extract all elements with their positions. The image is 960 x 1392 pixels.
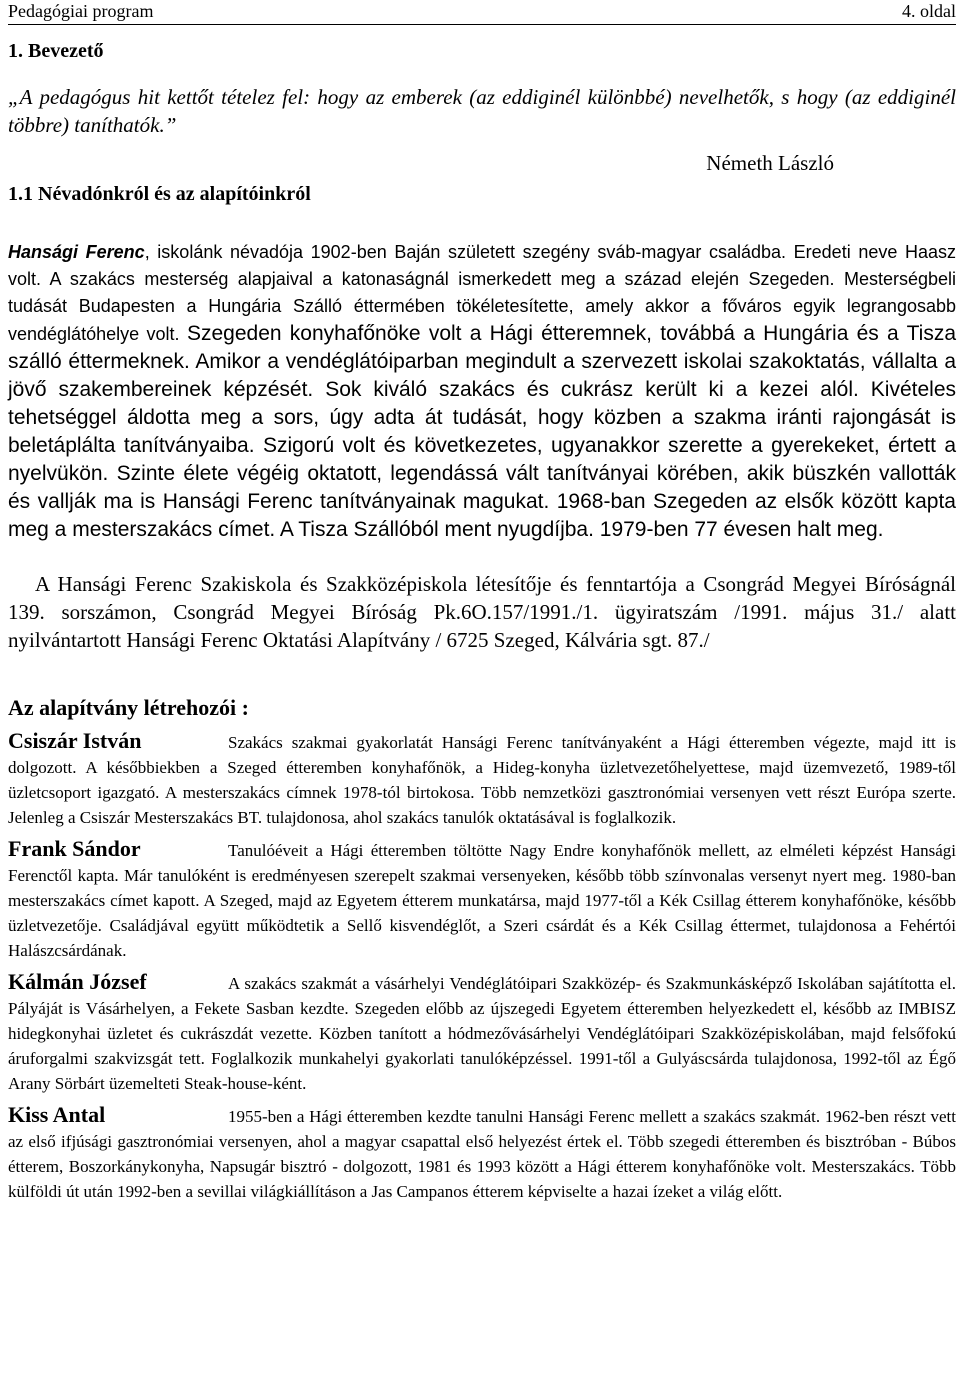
namesake-name: Hansági Ferenc	[8, 242, 145, 262]
founder-entry	[8, 728, 956, 830]
namesake-bio-continued: Szegeden konyhafőnöke volt a Hági étteremnek, továbbá a Hungária és a Tisza szálló éttermeknek. Amikor a vendéglátóiparban megindult a szervezett iskolai szakoktatás, vállalta a jövő szakembereinek képzését. Sok kiváló szakács és cukrász került ki a kezei alól. Kivételes tehetséggel áldotta meg a sors, úgy adta át tudását, hogy közben a szakma iránti rajongását is beletáplálta tanítványaiba. Szigorú volt és következetes, ugyanakkor szerette a gyerekeket, értett a nyelvükön. Szinte élete végéig oktatott, legendássá vált tanítványai körében, akik büszkén vallották és vallják ma is Hansági Ferenc tanítványainak magukat. 1968-ban Szegeden az elsők között kapta meg a mesterszakács címet. A Tisza Szállóból ment nyugdíjba. 1979-ben 77 évesen halt meg.	[8, 322, 956, 541]
founder-entry	[8, 836, 956, 963]
founder-description: A szakács szakmát a vásárhelyi Vendéglátóipari Szakközép- és Szakmunkásképző Iskolában sajátította el. Pályáját is Vásárhelyen, a Fekete Sasban kezdte. Szegeden előbb az újszegedi Egyetem étteremben helyezkedett el, később az IMBISZ hidegkonyhai üzletet és cukrászdát vezette. Közben tanított a hódmezővásárhelyi Vendéglátóipari Szakközépiskolában, majd felsőfokú áruforgalmi szakvizsgát tett. Foglalkozik munkahelyi gyakorlati tanulóképzéssel. 1991-től a Gulyáscsárda tulajdonosa, 1992-től az Égő Arany Sörbárt üzemelteti Steak-house-ként.	[8, 974, 956, 1093]
opening-quote: „A pedagógus hit kettőt tételez fel: hogy az emberek (az eddiginél különbbé) nevelhetők, s hogy (az eddiginél többre) taníthatók.”	[8, 85, 956, 137]
founder-description: Tanulóéveit a Hági étteremben töltötte Nagy Endre konyhafőnök mellett, az elméleti képzést Hansági Ferenctől kapta. Már tanulóként is eredményesen szerepelt szakmai versenyeken, később több színvonalas versenyt nyert meg. 1980-ban mesterszakács címet kapott. A Szeged, majd az Egyetem étterem munkatársa, majd 1977-től a Kék Csillag étterem konyhafőnöke, később üzletvezetője. Családjával együtt működtetik a Sellő kisvendéglőt, a Szeri csárdát és a Kék Csillag éttermet, tulajdonosa a Fehértói Halászcsárdának.	[8, 841, 956, 960]
founders-heading: Az alapítvány létrehozói :	[8, 695, 249, 720]
founder-description: Szakács szakmai gyakorlatát Hansági Ferenc tanítványaként a Hági étteremben végezte, majd itt is dolgozott. A későbbiekben a Szeged étteremben konyhafőnök, a Hideg-konyha üzletvezetőhelyettese, majd üzemvezető, 1989-től üzletcsoport igazgató. A mesterszakács címnek 1978-tól birtokosa. Több nemzetközi gasztronómiai versenyen vett részt Európa szerte. Jelenleg a Csiszár Mesterszakács BT. tulajdonosa, ahol szakács tanulók oktatásával is foglalkozik.	[8, 733, 956, 827]
quote-author: Németh László	[706, 151, 834, 175]
founder-entry	[8, 969, 956, 1096]
document-page	[8, 0, 956, 1204]
founder-description: 1955-ben a Hági étteremben kezdte tanulni Hansági Ferenc mellett a szakács szakmát. 1962-ben részt vett az első ifjúsági gasztronómiai versenyen, ahol a magyar csapattal első helyezést értek el. Több szegedi étteremben és bisztróban - Búbos étterem, Boszorkánykonyha, Napsugár bisztró - dolgozott, 1981 és 1993 között a Hági étterem konyhafőnöke volt. Mesterszakács. Több külföldi út után 1992-ben a sevillai világkiállításon a Jas Campanos étterem képviselte a hazai ízeket a világ előtt.	[8, 1107, 956, 1201]
founder-entry	[8, 1102, 956, 1204]
namesake-bio-paragraph	[8, 239, 956, 544]
namesake-bio-intro: , iskolánk névadója 1902-ben Baján született szegény sváb-magyar családba. Eredeti neve Haasz volt. A szakács mesterség alapjaival a katonaságnál ismerkedett meg a század elején Szegeden. Mesterségbeli tudását Budapesten a Hungária Szálló éttermében tökéletesítette, amely akkor a főváros egyik legrangosabb vendéglátóhelye volt.	[8, 242, 956, 344]
founder-name: Kiss Antal	[8, 1102, 106, 1127]
header-program-title: Pedagógiai program	[8, 1, 154, 21]
page-header	[8, 0, 956, 25]
section-title-founders: 1.1 Névadónkról és az alapítóinkról	[8, 183, 311, 205]
section-title-introduction: 1. Bevezető	[8, 40, 104, 62]
founder-name: Frank Sándor	[8, 836, 141, 861]
foundation-paragraph: A Hansági Ferenc Szakiskola és Szakközépiskola létesítője és fenntartója a Csongrád Megyei Bíróságnál 139. sorszámon, Csongrád Megyei Bíróság Pk.6O.157/1991./1. ügyiratszám /1991. május 31./ alatt nyilvántartott Hansági Ferenc Oktatási Alapítvány / 6725 Szeged, Kálvária sgt. 87./	[8, 572, 956, 652]
founder-name: Csiszár István	[8, 728, 142, 753]
founder-name: Kálmán József	[8, 969, 147, 994]
header-page-number: 4. oldal	[902, 1, 956, 21]
